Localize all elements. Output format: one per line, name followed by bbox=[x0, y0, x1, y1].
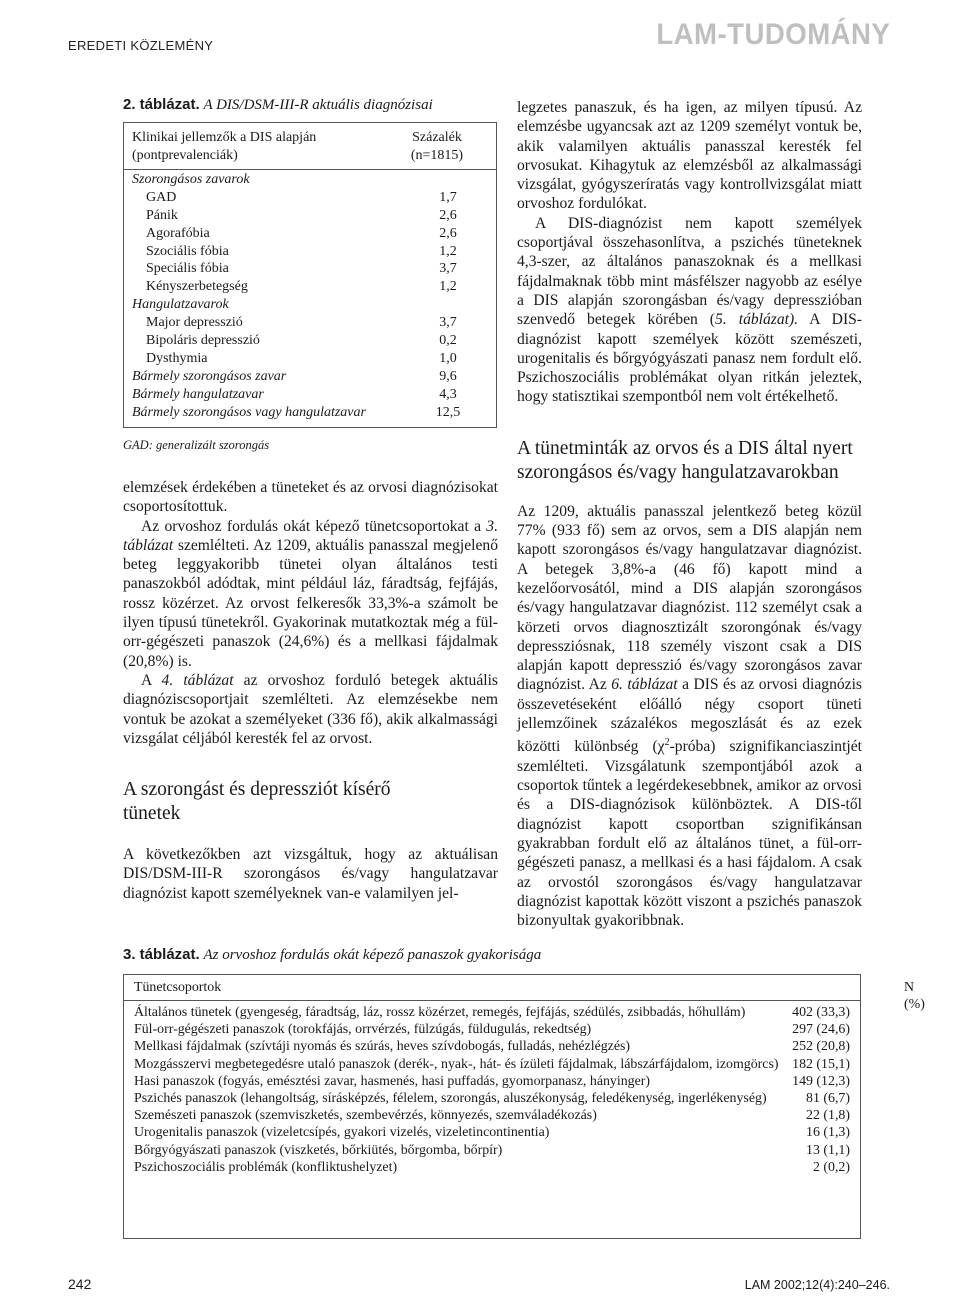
table2-row-label: Agorafóbia bbox=[146, 225, 210, 241]
left-section-heading: A szorongást és depressziót kísérő tünetek bbox=[123, 779, 391, 825]
table3-row-count: 13 (1,1) bbox=[806, 1142, 850, 1158]
table3-title: Az orvoshoz fordulás okát képező panaszok gyakorisága bbox=[203, 947, 542, 963]
table2-row-value: 3,7 bbox=[439, 315, 457, 331]
table2-row-value: 1,2 bbox=[439, 243, 457, 259]
table2-caption bbox=[123, 96, 433, 114]
table2-row-label: Szociális fóbia bbox=[146, 243, 229, 259]
table2-row-label: Speciális fóbia bbox=[146, 261, 229, 277]
table2-row bbox=[132, 314, 478, 332]
table2-row-value: 1,2 bbox=[439, 279, 457, 295]
table3-row-count: 402 (33,3) bbox=[792, 1005, 850, 1020]
table3-col1-header: Tünetcsoportok bbox=[134, 980, 222, 995]
table2-row-label: GAD bbox=[146, 189, 177, 205]
table3 bbox=[123, 974, 925, 1239]
table3-row bbox=[134, 1021, 850, 1038]
table6-reference: 6. táblázat bbox=[611, 676, 678, 694]
table2-row bbox=[132, 243, 478, 261]
table3-row-text: Pszichoszociális problémák (konfliktushelyzet) bbox=[134, 1159, 398, 1175]
table3-row-count: 16 (1,3) bbox=[806, 1125, 850, 1141]
table2-row bbox=[132, 225, 478, 243]
table2-row bbox=[132, 386, 478, 404]
table3-row bbox=[134, 1038, 850, 1055]
table2-col1-line1: Klinikai jellemzők a DIS alapján bbox=[132, 130, 317, 145]
table2-row-value: 4,3 bbox=[439, 386, 457, 402]
table2-row-label: Dysthymia bbox=[146, 350, 208, 366]
table2-row bbox=[132, 332, 478, 350]
table3-rows bbox=[134, 1004, 850, 1176]
table3-row-text: Általános tünetek (gyengeség, fáradtság, láz, rossz közérzet, remegés, fejfájás, szédülés, zsibbadás, hőhullám) bbox=[134, 1005, 746, 1020]
table2-row-label: Bármely szorongásos zavar bbox=[132, 368, 287, 384]
table3-row bbox=[134, 1004, 850, 1021]
table2-col2-line2: (n=1815) bbox=[410, 148, 464, 163]
table2-row bbox=[132, 189, 478, 207]
table2-label: 2. táblázat. bbox=[123, 96, 200, 113]
table2-row-label: Bármely szorongásos vagy hangulatzavar bbox=[132, 404, 366, 420]
table3-row-count: 81 (6,7) bbox=[806, 1091, 850, 1107]
left-paragraph-3: A 4. táblázat az orvoshoz forduló betegek aktuális diagnóziscsoportjait szemlélteti. Az elemzésekbe nem vontuk be azokat a személyeket (336 fő), akik alkalmassági vizsgálat céljából keresték fel az orvost. bbox=[123, 671, 498, 747]
table2-row-value: 1,0 bbox=[439, 350, 457, 366]
table2-row-label: Major depresszió bbox=[146, 315, 243, 331]
left-paragraph-4: A következőkben azt vizsgáltuk, hogy az aktuálisan DIS/DSM-III-R szorongásos és/vagy hangulatzavar diagnózist kapott személyeknek van-e valamilyen jel- bbox=[123, 846, 498, 902]
table2-row bbox=[132, 296, 478, 314]
table2-row-label: Szorongásos zavarok bbox=[132, 172, 250, 187]
table2-row bbox=[132, 207, 478, 225]
table3-row-text: Mozgásszervi megbetegedésre utaló panaszok (derék-, nyak-, hát- és ízületi fájdalmak, lábszárfájdalom, izomgörcs) bbox=[134, 1056, 779, 1072]
table3-row-count: 297 (24,6) bbox=[792, 1022, 850, 1038]
table2-row-label: Kényszerbetegség bbox=[146, 279, 248, 295]
table2-row bbox=[132, 368, 478, 386]
table3-row-count: 149 (12,3) bbox=[792, 1073, 850, 1089]
left-paragraph-1: elemzések érdekében a tüneteket és az orvosi diagnózisokat csoportosítottuk. bbox=[123, 479, 498, 516]
table2-row bbox=[132, 278, 478, 296]
table3-row bbox=[134, 1142, 850, 1159]
right-column bbox=[517, 98, 862, 930]
table3-label: 3. táblázat. bbox=[123, 946, 200, 963]
table3-row-text: Pszichés panaszok (lehangoltság, sírásképzés, félelem, szorongás, aluszékonyság, feledékenység, ingerlékenység) bbox=[134, 1091, 767, 1107]
table2-row-value: 2,6 bbox=[439, 225, 457, 241]
table2-row bbox=[132, 404, 478, 422]
table3-row-text: Bőrgyógyászati panaszok (viszketés, bőrkiütés, bőrgomba, bőrpír) bbox=[134, 1142, 503, 1158]
table3-row bbox=[134, 1124, 850, 1141]
table3-row bbox=[134, 1090, 850, 1107]
table3-row-count: 2 (0,2) bbox=[812, 1159, 850, 1175]
table3-row-text: Hasi panaszok (fogyás, emésztési zavar, hasmenés, hasi puffadás, gyomorpanasz, hányinger) bbox=[134, 1073, 651, 1089]
table2-row bbox=[132, 350, 478, 368]
right-paragraph-3: Az 1209, aktuális panasszal jelentkező beteg közül 77% (933 fő) sem az orvos, sem a DIS alapján nem kapott szorongásos és/vagy hangulatzavar diagnózist. A betegek 3,8%-a (46 fő) kapott mind a kezelőorvosától, mind a DIS alapján szorongásos és/vagy hangulatzavar diagnózist. 112 személyt csak a körzeti orvos diagnosztizált szorongónak és/vagy depressziósnak, 118 személy viszont csak a DIS alapján kapott depresszió és/vagy szorongásos zavar diagnózist. Az 6. táblázat a DIS és az orvosi diagnózis összevetéseként előálló négy csoport tüneti jellemzőinek százalékos megoszlását és az ezek közötti különbség $(\chi^2-próba)$ szignifikanciaszintjét szemlélteti. Vizsgálatunk szempontjából azok a csoportok tűntek a legérdekesebbnek, amikor az orvosi és a DIS-diagnózisok különböztek. A DIS-től diagnózist kapott csoportban szignifikánsan gyakrabban fordult elő az általános tünet, a fül-orr-gégészeti panasz, a mellkasi és a hasi fájdalom. A csak az orvostól szorongásos és/vagy hangulatzavar diagnózist kapottak között viszont a pszichés panaszok bizonyultak gyakoribbnak. bbox=[517, 502, 862, 930]
table2-row-label: Bármely hangulatzavar bbox=[132, 386, 264, 402]
table2-row-value: 0,2 bbox=[439, 333, 457, 349]
table3-row-count: 252 (20,8) bbox=[792, 1039, 850, 1055]
table2-note: GAD: generalizált szorongás bbox=[123, 438, 270, 452]
table5-reference: 5. táblázat). bbox=[715, 311, 799, 329]
table2-row-value: 1,7 bbox=[439, 189, 457, 205]
table3-row-count: 22 (1,8) bbox=[806, 1108, 850, 1124]
section-label: EREDETI KÖZLEMÉNY bbox=[68, 38, 214, 53]
right-paragraph-2: A DIS-diagnózist nem kapott személyek csoportjával összehasonlítva, a pszichés tüneteknek 4,3-szer, az általános panaszoknak és a mellkasi fájdalmaknak több mint másfélszer nagyobb az esélye a DIS alapján szorongásban és/vagy depresszióban szenvedő betegek körében (5. táblázat). A DIS-diagnózist kapott személyek között szemészeti, urogenitalis és bőrgyógyászati panasz nem fordult elő. Pszichoszociális problémákat olyan ritkán jeleztek, hogy statisztikai szempontból nem volt értékelhető. bbox=[517, 214, 863, 406]
table3-caption bbox=[123, 946, 541, 964]
table3-row-text: Szemészeti panaszok (szemviszketés, szembevérzés, könnyezés, szemváladékozás) bbox=[134, 1108, 597, 1124]
table2-row-label: Hangulatzavarok bbox=[132, 297, 229, 313]
table3-row bbox=[134, 1056, 850, 1073]
table2-rule bbox=[124, 169, 496, 170]
table2-row bbox=[132, 171, 478, 189]
table2-row-label: Pánik bbox=[146, 207, 178, 223]
table2-row-value: 9,6 bbox=[439, 368, 457, 384]
table3-row-text: Fül-orr-gégészeti panaszok (torokfájás, orrvérzés, fülzúgás, füldugulás, rekedtség) bbox=[134, 1022, 592, 1038]
right-paragraph-1: legzetes panaszuk, és ha igen, az milyen típusú. Az elemzésbe ugyancsak azt az 1209 személyt vontuk be, akik valamilyen aktuális panasszal keresték fel orvosukat. Kihagytuk az elemzésből az alkalmassági vizsgálat, gyógyszeríratás vagy kontrollvizsgálat miatt orvoshoz fordulókat. bbox=[517, 99, 862, 213]
citation: LAM 2002;12(4):240–246. bbox=[744, 1278, 890, 1292]
table2-rows bbox=[132, 171, 478, 421]
table2 bbox=[123, 122, 497, 428]
page-number: 242 bbox=[68, 1276, 92, 1292]
table2-title: A DIS/DSM-III-R aktuális diagnózisai bbox=[203, 97, 433, 113]
left-column bbox=[123, 478, 498, 903]
right-section-heading: A tünetminták az orvos és a DIS által nyert szorongásos és/vagy hangulatzavarokban bbox=[517, 437, 853, 483]
left-paragraph-2: Az orvoshoz fordulás okát képező tünetcsoportokat a 3. táblázat szemlélteti. Az 1209, aktuális panasszal megjelenő beteg leggyakoribb tünetei olyan általános testi panaszokból adódtak, mint például láz, fáradtság, fejfájás, rossz közérzet. Az orvost felkeresők 33,3%-a számolt be ilyen típusú tünetekről. Gyakorinak mutatkoztak még a fül-orr-gégészeti panaszok (24,6%) és a mellkasi fájdalmak (20,8%) is. bbox=[123, 517, 498, 670]
table3-row bbox=[134, 1073, 850, 1090]
table3-row-count: 182 (15,1) bbox=[792, 1056, 850, 1072]
table2-row-value: 12,5 bbox=[435, 404, 461, 420]
table3-col2-header: N (%) bbox=[904, 980, 925, 1013]
table3-row-text: Urogenitalis panaszok (vizeletcsípés, gyakori vizelés, vizeletincontinentia) bbox=[134, 1125, 550, 1141]
table3-rule bbox=[124, 1000, 860, 1001]
table2-row bbox=[132, 260, 478, 278]
table3-row bbox=[134, 1159, 850, 1176]
table3-row-text: Mellkasi fájdalmak (szívtáji nyomás és szúrás, heves szívdobogás, fulladás, nehézlégzés) bbox=[134, 1039, 631, 1055]
table2-row-value: 2,6 bbox=[439, 207, 457, 223]
table4-reference: 4. táblázat bbox=[161, 671, 234, 689]
table3-row bbox=[134, 1107, 850, 1124]
table2-row-label: Bipoláris depresszió bbox=[146, 333, 260, 349]
table2-row-value: 3,7 bbox=[439, 261, 457, 277]
table3-reference: 3. táblázat bbox=[123, 517, 498, 554]
journal-logo: LAM-TUDOMÁNY bbox=[656, 18, 890, 51]
table2-col1-line2: (pontprevalenciák) bbox=[132, 148, 238, 163]
table2-col2-line1: Százalék bbox=[412, 130, 462, 145]
